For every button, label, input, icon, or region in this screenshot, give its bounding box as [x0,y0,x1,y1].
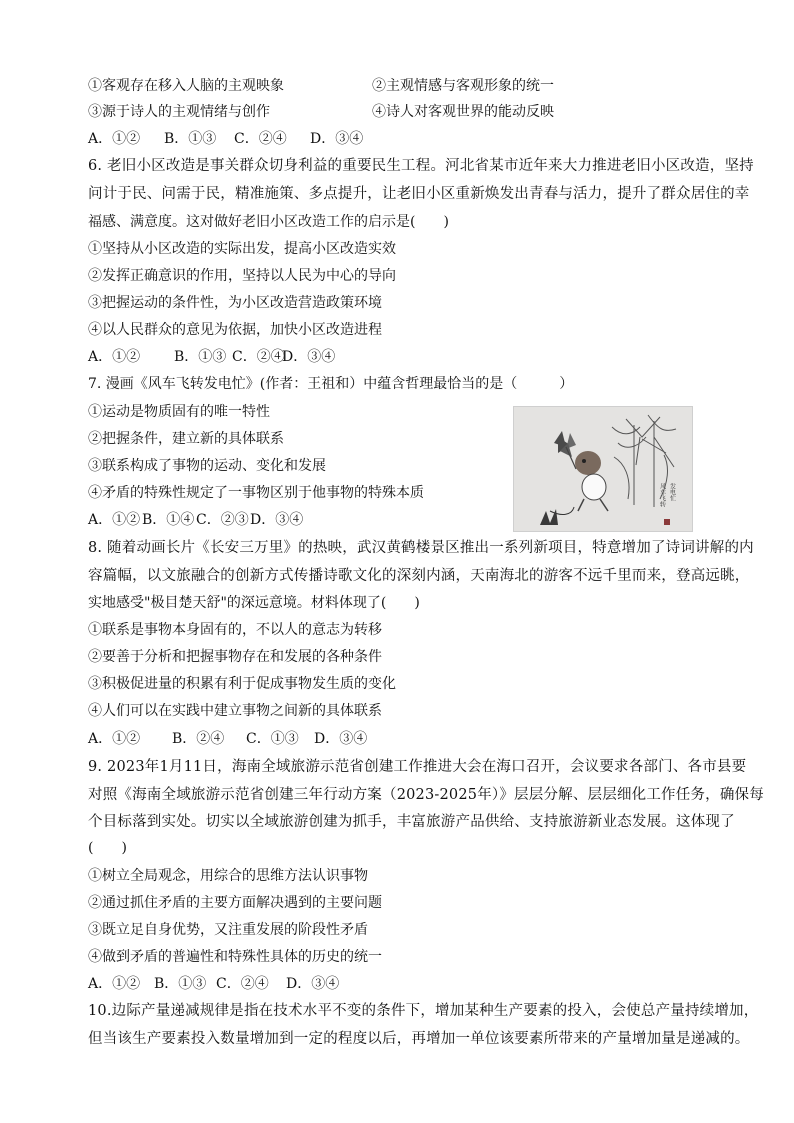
q6-stem-line-1: 6. 老旧小区改造是事关群众切身利益的重要民生工程。河北省某市近年来大力推进老旧小区改造，坚持 [88,158,754,174]
q5-choice-c: C．②④ [234,131,287,147]
q8-stem-line-3: 实地感受"极目楚天舒"的深远意境。材料体现了( ) [88,595,420,611]
q8-choices [88,729,367,749]
q5-option-1: ①客观存在移入人脑的主观映象 [88,78,284,94]
q6-choices [88,347,335,367]
svg-text:发电忙: 发电忙 [668,483,676,501]
q5-option-row-1 [88,76,554,96]
q8-choice-b: B．②④ [172,731,225,747]
q7-option-4: ④矛盾的特殊性规定了一事物区别于他事物的特殊本质 [88,485,424,501]
q8-option-3: ③积极促进量的积累有利于促成事物发生质的变化 [88,676,396,692]
q9-option-4: ④做到矛盾的普遍性和特殊性具体的历史的统一 [88,949,382,965]
q5-choice-a: A．①② [88,131,141,147]
q7-choice-c: C．②③ [196,512,249,528]
q9-choices [88,974,339,994]
q9-choice-d: D．③④ [286,976,340,992]
q8-stem-line-1: 8. 随着动画长片《长安三万里》的热映，武汉黄鹤楼景区推出一系列新项目，特意增加了诗词讲解的内 [88,540,754,556]
q9-choice-a: A．①② [88,976,141,992]
q9-option-1: ①树立全局观念，用综合的思维方法认识事物 [88,868,368,884]
q9-stem-line-2: 对照《海南全域旅游示范省创建三年行动方案（2023-2025年）》层层分解、层层细化工作任务，确保每 [88,787,764,803]
q6-choice-b: B．①③ [174,349,227,365]
q9-stem-line-4: ( ) [88,840,127,856]
q9-stem-line-3: 个目标落到实处。切实以全域旅游创建为抓手，丰富旅游产品供给、支持旅游新业态发展。这体现了 [88,814,735,830]
q7-stem-line-1: 7. 漫画《风车飞转发电忙》(作者：王祖和）中蕴含哲理最恰当的是（ ） [88,376,574,392]
q8-stem-line-2: 容篇幅，以文旅融合的创新方式传播诗歌文化的深刻内涵，天南海北的游客不远千里而来，登高远眺， [88,568,750,584]
q7-option-3: ③联系构成了事物的运动、变化和发展 [88,458,326,474]
q7-choice-b: B．①④ [142,512,195,528]
q6-option-2: ②发挥正确意识的作用，坚持以人民为中心的导向 [88,268,396,284]
q6-option-4: ④以人民群众的意见为依据，加快小区改造进程 [88,322,382,338]
q5-option-row-2 [88,102,554,122]
q5-option-3: ③源于诗人的主观情绪与创作 [88,104,270,120]
q5-option-2: ②主观情感与客观形象的统一 [372,78,554,94]
q5-choice-d: D．③④ [310,131,364,147]
q10-stem-line-1: 10.边际产量递减规律是指在技术水平不变的条件下，增加某种生产要素的投入，会使总产量持续增加， [88,1003,759,1019]
q8-choice-a: A．①② [88,731,141,747]
q6-choice-c: C．②④ [232,349,285,365]
q6-option-1: ①坚持从小区改造的实际出发，提高小区改造实效 [88,241,396,257]
q7-option-2: ②把握条件，建立新的具体联系 [88,431,284,447]
q9-option-3: ③既立足自身优势，又注重发展的阶段性矛盾 [88,922,368,938]
cartoon-drawing [514,407,692,531]
q6-stem-line-2: 问计于民、问需于民，精准施策、多点提升，让老旧小区重新焕发出青春与活力，提升了群众居住的幸 [88,186,750,202]
q7-option-1: ①运动是物质固有的唯一特性 [88,404,270,420]
q6-option-3: ③把握运动的条件性，为小区改造营造政策环境 [88,295,382,311]
q6-stem-line-3: 福感、满意度。这对做好老旧小区改造工作的启示是( ) [88,214,449,230]
q8-choice-c: C．①③ [246,731,299,747]
q5-choice-b: B．①③ [164,131,217,147]
q6-choice-a: A．①② [88,349,141,365]
q8-option-1: ①联系是事物本身固有的，不以人的意志为转移 [88,622,382,638]
q9-choice-b: B．①③ [154,976,207,992]
q9-option-2: ②通过抓住矛盾的主要方面解决遇到的主要问题 [88,895,382,911]
q8-option-2: ②要善于分析和把握事物存在和发展的各种条件 [88,649,382,665]
q6-choice-d: D．③④ [282,349,336,365]
q7-choice-a: A．①② [88,512,141,528]
q9-choice-c: C．②④ [216,976,269,992]
q7-choices [88,510,303,530]
q8-option-4: ④人们可以在实践中建立事物之间新的具体联系 [88,703,382,719]
q7-choice-d: D．③④ [250,512,304,528]
q5-choices [88,129,363,149]
q10-stem-line-2: 但当该生产要素投入数量增加到一定的程度以后，再增加一单位该要素所带来的产量增加量是递减的。 [88,1031,750,1047]
svg-text:风车飞转: 风车飞转 [658,483,666,507]
q5-option-4: ④诗人对客观世界的能动反映 [372,104,554,120]
q9-stem-line-1: 9. 2023年1月11日，海南全域旅游示范省创建工作推进大会在海口召开，会议要求各部门、各市县要 [88,759,747,775]
cartoon-windmill-image [513,406,693,532]
q8-choice-d: D．③④ [314,731,368,747]
